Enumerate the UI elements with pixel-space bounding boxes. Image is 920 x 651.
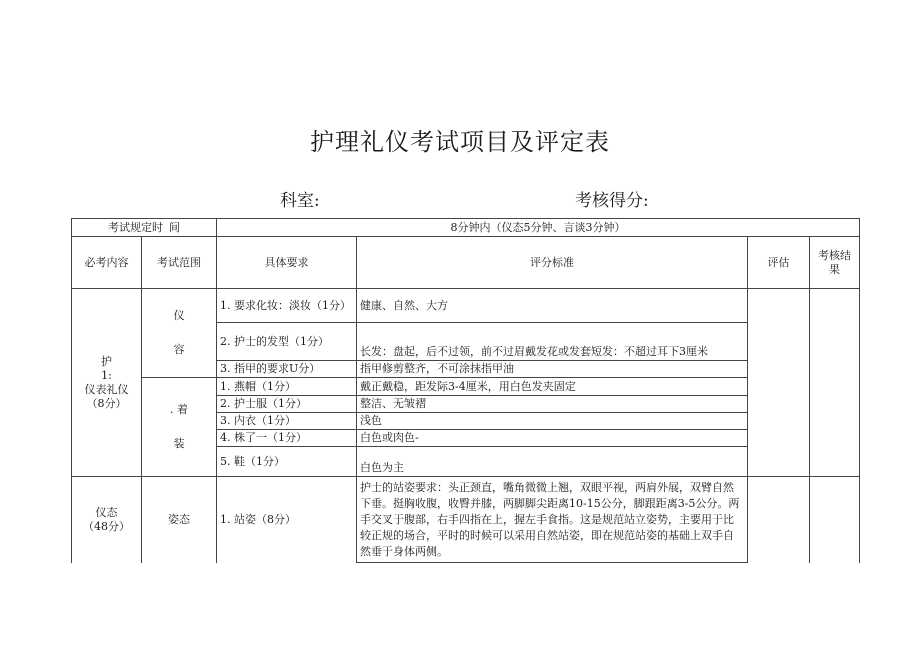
result-cell (810, 477, 860, 563)
assessment-cell (748, 289, 810, 477)
section2-scope: 姿态 (142, 477, 217, 563)
requirement-cell: 1. 站姿（8分） (217, 477, 357, 563)
group-attire (142, 378, 217, 477)
header-content: 必考内容 (72, 237, 142, 289)
criteria-cell: 整洁、无皱褶 (357, 396, 748, 413)
time-label-a: 考试规定时 (108, 220, 163, 234)
section2-name-a: 仪态 (95, 505, 118, 519)
header-row (72, 237, 860, 289)
section1-name-b: 1: (101, 368, 112, 382)
criteria-cell: 戴正戴稳，距发际3-4厘米，用白色发夹固定 (357, 378, 748, 396)
section2-name (72, 477, 142, 563)
department-label: 科室: (280, 191, 320, 211)
group-attire-b: 装 (173, 437, 185, 450)
document-title: 护理礼仪考试项目及评定表 (310, 128, 610, 156)
header-assessment: 评估 (748, 237, 810, 289)
header-requirements: 具体要求 (217, 237, 357, 289)
table-row (72, 378, 860, 396)
evaluation-table (71, 218, 860, 563)
criteria-cell: 健康、自然、大方 (357, 289, 748, 323)
requirement-cell: 1. 要求化妆：淡妆（1分） (217, 289, 357, 323)
time-value: 8分钟内（仪态5分钟、言谈3分钟） (217, 219, 860, 237)
section1-name (72, 289, 142, 477)
assessment-cell (748, 477, 810, 563)
requirement-cell: 1. 燕帽（1分） (217, 378, 357, 396)
header-result: 考核结果 (810, 237, 860, 289)
requirement-cell: 4. 株了一（1分） (217, 430, 357, 447)
section1-name-c: 仪表礼仪 (84, 382, 129, 396)
score-label: 考核得分: (575, 191, 649, 211)
requirement-cell: 2. 护士的发型（1分） (217, 323, 357, 361)
group-appearance-a: 仪 (173, 309, 185, 322)
criteria-cell: 长发：盘起，后不过领，前不过眉戴发花或发套短发：不超过耳下3厘米 (357, 323, 748, 361)
section1-name-a: 护 (101, 354, 112, 368)
criteria-cell: 浅色 (357, 413, 748, 430)
table-row (72, 289, 860, 323)
criteria-cell: 白色或肉色- (357, 430, 748, 447)
requirement-cell: 2. 护士服（1分） (217, 396, 357, 413)
result-cell (810, 289, 860, 477)
table-row (72, 477, 860, 563)
section2-name-b: （48分） (83, 519, 130, 533)
time-label-cell (72, 219, 217, 237)
requirement-cell: 3. 指甲的要求U分） (217, 361, 357, 378)
requirement-cell: 5. 鞋（1分） (217, 447, 357, 477)
group-appearance (142, 289, 217, 378)
time-row (72, 219, 860, 237)
criteria-cell: 白色为主 (357, 447, 748, 477)
requirement-cell: 3. 内衣（1分） (217, 413, 357, 430)
group-attire-a: . 着 (170, 403, 188, 416)
criteria-cell: 指甲修剪整齐，不可涂抹指甲油 (357, 361, 748, 378)
criteria-cell: 护士的站姿要求：头正颈直，嘴角微微上翘，双眼平视，两肩外展，双臂自然下垂。挺胸收腹，收臀并膝，两脚脚尖距离10-15公分，脚跟距离3-5公分。两手交叉于腹部，右手四指在上，握左手食指。这是规范站立姿势，主要用于比较正规的场合，平时的时候可以采用自然站姿，即在规范站姿的基础上双手自然垂于身体两侧。 (357, 477, 748, 563)
section1-name-d: （8分） (86, 396, 127, 410)
header-criteria: 评分标准 (357, 237, 748, 289)
header-scope: 考试范围 (142, 237, 217, 289)
group-appearance-b: 容 (173, 343, 185, 356)
time-label-b: 间 (169, 220, 180, 234)
